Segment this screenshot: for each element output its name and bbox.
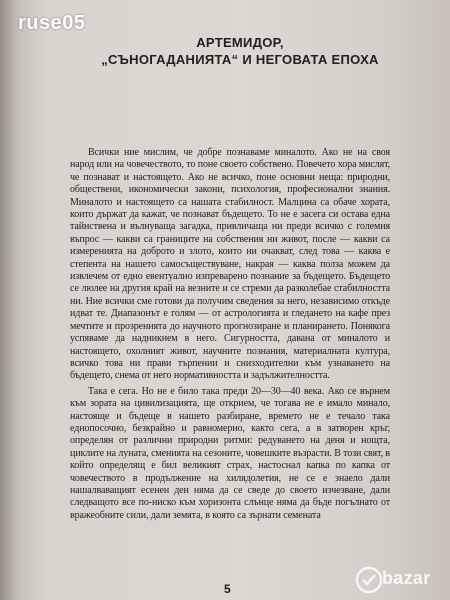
page-number: 5 [224,582,231,596]
page-edge-shadow [0,0,18,600]
seller-watermark: ruse05 [18,12,86,34]
paragraph-1: Всички ние мислим, че добре познаваме миналото. Ако не на своя народ или на човечеството, то поне своето собствено. Повечето хора мислят, че познават и настоящето. Ако не всичко, поне основни неща: природни, обществени, икономически закони, психология, професионални знания. Миналото и настоящето са нашата стабилност. Малцина са обаче хората, които държат да кажат, че познават бъдещето. То не е засега си остава една тайнствена и вълнуваща загадка, привличаща ни преди всичко с големия въпрос — какви са границите на собствения ни живот, после — какви са измеренията на доброто и злото, които ни очакват, след това — каква е степента на нашето самосъществуване, накрая — каква полза можем да извлечем от едно евентуално изпреварено познание за бъдещето. Бъдещето се люлее на другия край на везните и се стреми да разколебае стабилността ни. Ние всички сме готови да получим сведения за него, независимо откъде идват те. Диапазонът е голям — от астрологията и гледането на кафе през мечтите и прозренията до научното прогнозиране и планирането. Понякога успяваме да надникнем в него. Сигурността, давана от миналото и настоящето, охолният живот, научните познания, материалната култура, всичко това ни прави търпении и снизходителни към узнаването на бъдещето, снема от него нормативността и задължителността. [70,147,390,382]
chapter-title-line-2: „СЪНОГАДАНИЯТА“ И НЕГОВАТА ЕПОХА [101,52,379,67]
chapter-title-line-1: АРТЕМИДОР, [196,35,284,50]
paragraph-2: Така е сега. Но не е било така преди 20—30—40 века. Ако се върнем към зората на цивилизацията, ще открием, че тогава не е имало минало, настояще и бъдеще в нашето разбиране, времето не е течало така еднопосочно, безкрайно и равномерно, както сега, а в затворен кръг, определян от различни природни ритми: редуването на деня и нощта, циклите на луната, сменията на сезоните, човешките възрасти. В този свят, в който определящ е бил великият страх, настоснал капка по капка от човечеството в продължение на хилядолетия, не се е знаело дали нашалваващият есенен ден няма да се сведе до своето изчезване, дали следващото все по-ниско към хоризонта слънце няма да бъде погълнато от вражеобните сили, дали земята, в която са зърнати семената [70,385,390,521]
body-text [70,147,390,522]
bazar-logo-text: bazar [382,568,431,588]
chapter-title [95,34,385,68]
